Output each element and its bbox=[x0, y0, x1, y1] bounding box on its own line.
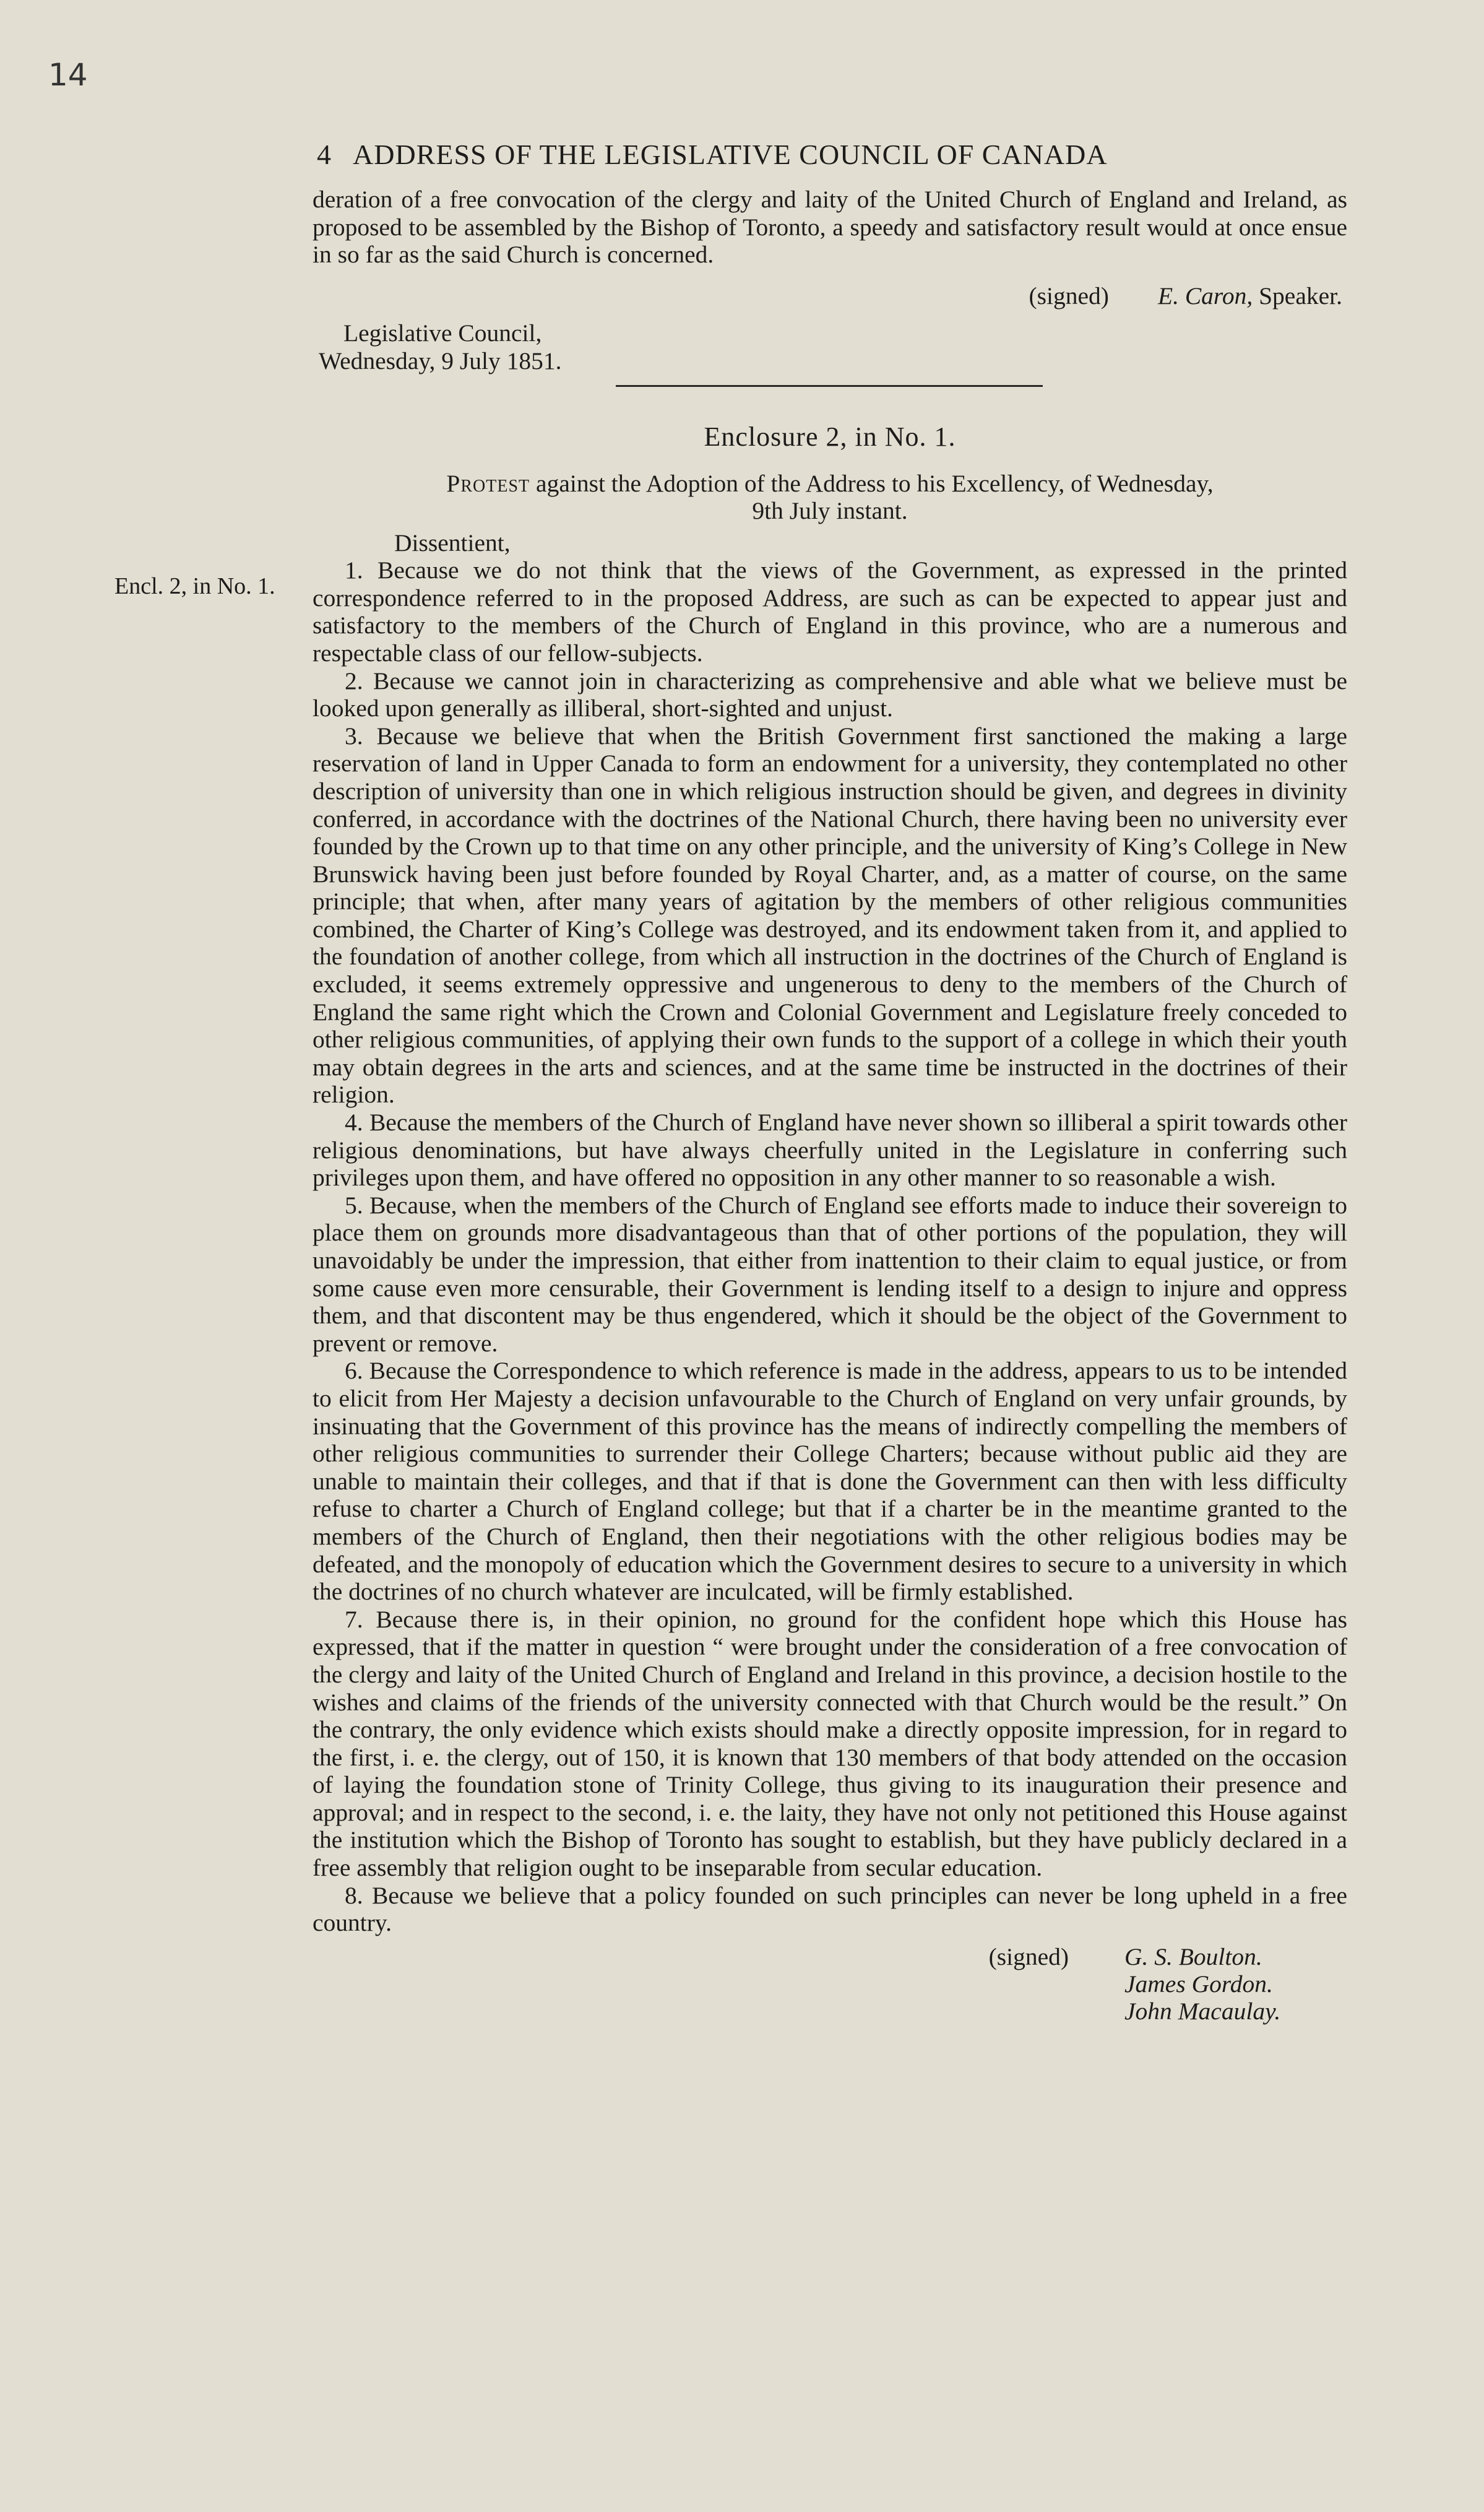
reason-4: 4. Because the members of the Church of England have never shown so illiberal a spirit towards other religious denominations, but have always cheerfully united in the Legislature in conferring such privileges upon them, and have offered no opposition in any other manner to so reasonable a wish. bbox=[313, 1109, 1347, 1192]
reason-3: 3. Because we believe that when the British Government first sanctioned the making a large reservation of land in Upper Canada to form an endowment for a university, they contemplated no other description of university than one in which religious instruction should be given, and degrees in divinity conferred, in accordance with the doctrines of the National Church, there having been no university ever founded by the Crown up to that time on any other principle, and the university of King’s College in New Brunswick having been just before founded by Royal Charter, and, as a matter of course, on the same principle; that when, after many years of agitation by the members of other religious communities combined, the Charter of King’s College was destroyed, and its endowment taken from it, and applied to the foundation of another college, from which all instruction in the doctrines of the Church of England is excluded, it seems extremely oppressive and ungenerous to deny to the members of the Church of England the same right which the Crown and Colonial Government and Legislature freely conceded to other religious communities, of applying their own funds to the support of a college in which their youth may obtain degrees in the arts and sciences, and at the same time be instructed in the doctrines of their religion. bbox=[313, 722, 1347, 1109]
speaker-signature bbox=[313, 282, 1347, 310]
signatory-names bbox=[1124, 1943, 1347, 2025]
scan-page-number: 14 bbox=[48, 57, 88, 93]
protest-line1: against the Adoption of the Address to his Excellency, of Wednesday, bbox=[536, 469, 1214, 497]
document-body bbox=[313, 137, 1347, 2025]
signatory-name: James Gordon. bbox=[1124, 1970, 1273, 1998]
reason-8: 8. Because we believe that a policy founded on such principles can never be long upheld in a free country. bbox=[313, 1881, 1347, 1937]
signatory-name: John Macaulay. bbox=[1124, 1997, 1281, 2025]
signed-label: (signed) bbox=[988, 1942, 1069, 1970]
signatory-name: E. Caron, bbox=[1157, 282, 1253, 310]
signatory-title: Speaker. bbox=[1259, 282, 1342, 310]
reason-7: 7. Because there is, in their opinion, no ground for the confident hope which this House has expressed, that if the matter in question “ were brought under the consideration of a free convocation of the clergy and laity of the United Church of England and Ireland in this province, a decision hostile to the wishes and claims of the friends of the university connected with that Church would be the result.” On the contrary, the only evidence which exists should make a directly opposite impression, for in regard to the first, i. e. the clergy, out of 150, it is known that 130 members of that body attended on the occasion of laying the foundation stone of Trinity College, thus giving to its inauguration their presence and approval; and in respect to the second, i. e. the laity, they have not only not petitioned this House against the institution which the Bishop of Toronto has sought to establish, but they have publicly declared in a free assembly that religion ought to be inseparable from secular education. bbox=[313, 1605, 1347, 1882]
signatory-name: G. S. Boulton. bbox=[1124, 1942, 1262, 1970]
council-date: Wednesday, 9 July 1851. bbox=[319, 347, 562, 375]
section-divider bbox=[616, 385, 1043, 387]
running-head-title: ADDRESS OF THE LEGISLATIVE COUNCIL OF CANADA bbox=[353, 139, 1108, 170]
signed-label: (signed) bbox=[1029, 282, 1109, 310]
intro-paragraph: deration of a free convocation of the clergy and laity of the United Church of England and Ireland, as proposed to be assembled by the Bishop of Toronto, a speedy and satisfactory result would at once ensue in so far as the said Church is concerned. bbox=[313, 186, 1347, 269]
council-dateline bbox=[319, 319, 1347, 375]
reason-5: 5. Because, when the members of the Church of England see efforts made to induce their sovereign to place them on grounds more disadvantageous than that of other portions of the population, they will unavoidably be under the impression, that either from inattention to their claim to equal justice, or from some cause even more censurable, their Government is lending itself to a design to injure and oppress them, and that discontent may be thus engendered, which it should be the object of the Government to prevent or remove. bbox=[313, 1191, 1347, 1357]
page-number: 4 bbox=[317, 139, 332, 170]
reason-6: 6. Because the Correspondence to which reference is made in the address, appears to us to be intended to elicit from Her Majesty a decision unfavourable to the Church of England on very unfair grounds, by insinuating that the Government of this province has the means of indirectly compelling the members of other religious communities to surrender their College Charters; because without public aid they are unable to maintain their colleges, and that if that is done the Government can then with less difficulty refuse to charter a Church of England college; but that if a charter be in the meantime granted to the members of the Church of England, then their negotiations with the other religious bodies may be defeated, and the monopoly of education which the Government desires to secure to a university in which the doctrines of no church whatever are inculcated, will be firmly established. bbox=[313, 1357, 1347, 1606]
protest-title bbox=[313, 470, 1347, 524]
running-head bbox=[317, 137, 1347, 172]
margin-note: Encl. 2, in No. 1. bbox=[114, 573, 275, 599]
dissentients-signatures bbox=[313, 1943, 1347, 2025]
protest-lead: Protest bbox=[446, 469, 530, 497]
dissentient: Dissentient, bbox=[394, 529, 511, 557]
enclosure-heading: Enclosure 2, in No. 1. bbox=[704, 421, 956, 452]
reason-2: 2. Because we cannot join in characterizing as comprehensive and able what we believe must be looked upon generally as illiberal, short-sighted and unjust. bbox=[313, 667, 1347, 722]
protest-line2: 9th July instant. bbox=[752, 496, 908, 524]
reason-1: 1. Because we do not think that the views of the Government, as expressed in the printed correspondence referred to in the proposed Address, are such as can be expected to appear just and satisfactory to the members of the Church of England in this province, who are a numerous and respectable class of our fellow-subjects. bbox=[313, 557, 1347, 667]
council-name: Legislative Council, bbox=[343, 319, 542, 347]
